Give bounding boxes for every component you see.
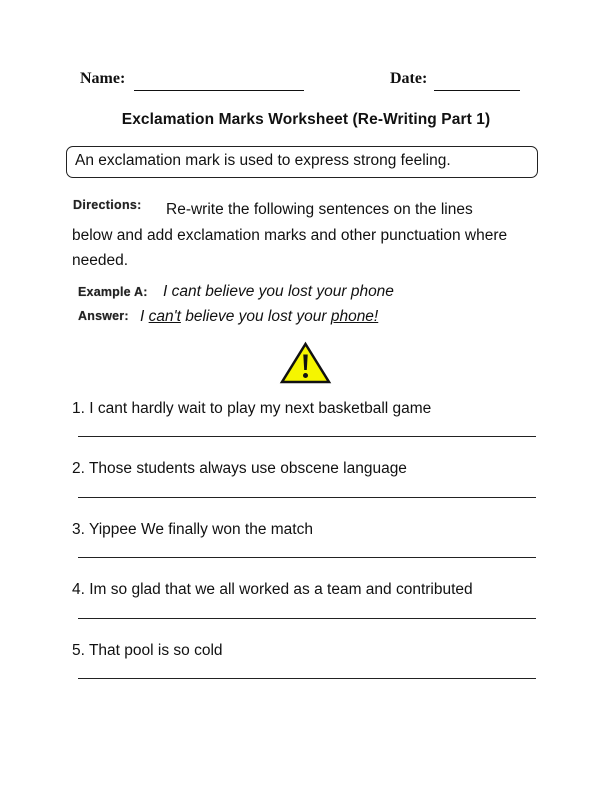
directions-text-block <box>72 197 512 274</box>
question-5 <box>72 642 223 660</box>
answer-line-1[interactable] <box>78 436 536 437</box>
warning-icon <box>279 341 332 385</box>
question-number: 5. <box>72 642 85 659</box>
answer-corrected-word: can't <box>148 308 181 325</box>
answer-corrected-ending: phone! <box>330 308 379 325</box>
question-text: Yippee We finally won the match <box>88 521 313 538</box>
worksheet-title: Exclamation Marks Worksheet (Re-Writing Part 1) <box>121 111 491 128</box>
date-label: Date: <box>390 70 428 87</box>
answer-sentence <box>140 308 378 326</box>
question-number: 1. <box>72 400 85 417</box>
answer-line-2[interactable] <box>78 497 536 498</box>
name-field-line[interactable] <box>134 90 304 91</box>
question-1 <box>72 400 431 418</box>
answer-line-5[interactable] <box>78 678 536 679</box>
example-label: Example A: <box>78 285 148 299</box>
answer-prefix: I <box>140 308 145 325</box>
question-number: 3. <box>72 521 85 538</box>
question-text: Im so glad that we all worked as a team and contributed <box>89 581 473 598</box>
question-text: That pool is so cold <box>88 642 223 659</box>
question-text: Those students always use obscene language <box>88 460 407 477</box>
directions-label: Directions: <box>73 198 142 212</box>
question-number: 2. <box>72 460 85 477</box>
directions-text: Re-write the following sentences on the lines below and add exclamation marks and other punctuation where needed. <box>72 201 508 269</box>
answer-label: Answer: <box>78 309 129 323</box>
question-text: I cant hardly wait to play my next basketball game <box>89 400 432 417</box>
question-2 <box>72 460 407 478</box>
name-label: Name: <box>80 70 126 87</box>
answer-line-3[interactable] <box>78 557 536 558</box>
example-sentence: I cant believe you lost your phone <box>163 283 394 300</box>
question-number: 4. <box>72 581 85 598</box>
question-3 <box>72 521 313 539</box>
definition-text: An exclamation mark is used to express strong feeling. <box>75 152 451 169</box>
answer-line-4[interactable] <box>78 618 536 619</box>
question-4 <box>72 581 473 599</box>
date-field-line[interactable] <box>434 90 520 91</box>
answer-middle: believe you lost your <box>185 308 327 325</box>
